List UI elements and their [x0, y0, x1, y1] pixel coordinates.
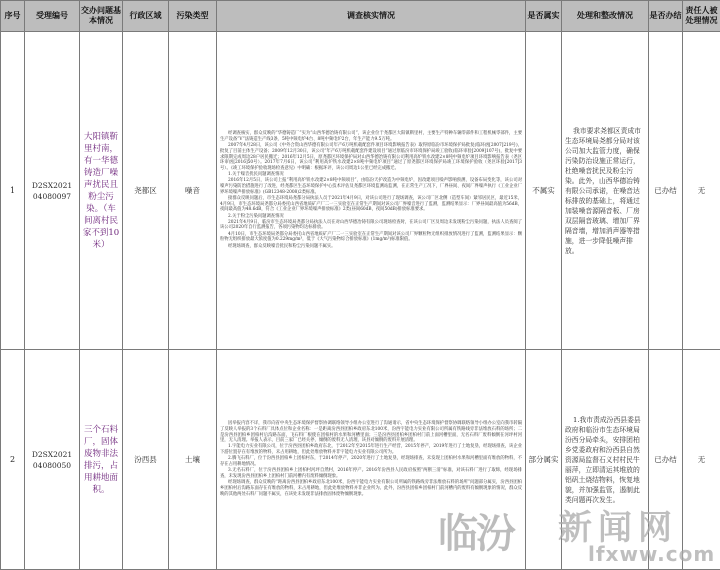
investigation-paragraph: 2021年4月9日，临汾市生态环境局尧都分局执法人员在对山西华德冶铸有限公司现场检查时，在该公司厂区及周边未发现粉尘污染问题，执法人员查阅了该公司2020年自行监测报告，各项污染物均达标排放。 — [220, 219, 522, 231]
investigation-paragraph: 2.腾飞石料厂，位于汾西县团柏乡上团柏村东，于2014年停产，2020年进行了土地复垦，经现场排查，未发现上团柏村水果和河槽里面有堆放的物料，不存在占用耕地情况。 — [220, 456, 522, 468]
investigation-paragraph: 4月10日，市生态环境局尧都分局委托山西省地质矿产厂二一三实验室在正常生产期间对该公司厂界颗粒物无组织排放情况进行了监测，监测结果显示：颗粒物无组织排放最大浓度值为0.229mg/m³，低于《大气污染物综合排放标准》(1mg/m³)标准限值。 — [220, 231, 522, 243]
row-type: 噪音 — [169, 32, 217, 350]
header-type: 污染类型 — [169, 1, 217, 32]
header-investigation: 调查核实情况 — [217, 1, 526, 32]
handling-text: 我市要求尧都区责成市生态环境局尧都分局对该公司加大监管力度，确保污染防治设施正常运行，杜绝噪音扰民及粉尘污染。此外，山西华德冶铸有限公司承诺，在噪音达标排放的基础上，将通过加装噪音源隔音板、厂房双层隔音玻璃、增加厂界隔音墙，增加消声器等措施，进一步降低噪声排放。 — [565, 126, 641, 255]
row-handling — [562, 350, 649, 570]
table-row — [1, 32, 720, 350]
header-issue: 交办问题基本情况 — [80, 1, 123, 32]
row-issue: 三个石料厂，固体废物非法排污，占用耕地面积。 — [80, 350, 123, 570]
row-type: 土壤 — [169, 350, 217, 570]
investigation-paragraph: 接群众反映问题后，市生态环境局尧都分局执法人员于2021年4月9日，对该公司进行了现场调查，该公司厂区北侧（造型车间）紧邻居民区，最近15米，4月9日，市生态环境局尧都分局委托山西省地质矿产厂二一三实验室在正常生产期间对该公司厂界噪音进行了监测，监测结果显示：厂界昼间最高值为56dB，夜间最高值为48.6dB，符合《工业企业厂界环境噪声排放标准》2类(昼间60dB，夜间50dB)排放标准要求。 — [220, 195, 522, 213]
watermark-site-name: 新闻网 — [558, 508, 678, 548]
investigation-paragraph: 经调查核实，群众反映的“华德铸造厂”实为“山西华德冶铸有限公司”，该企业位于尧都区大阳镇靳里村，主要生产特种车辆零部件和工程机械零部件，主要生产设备“V”法铸造生产线3条、5吨中频电炉4台、8吨中频电炉2台，年生产能力9.5万吨。 — [220, 131, 522, 142]
header-row — [1, 1, 720, 32]
row-seq: 2 — [1, 350, 25, 570]
investigation-paragraph: 因举报内容不详，我市向省中央生态环境保护督察协调联络领导小组办公室进行了沟通请示，省中央生态环境保护督察协调联络领导小组办公室向我市转隔了反映人举报的3个石料厂具体点位和企业名称：一是距离汾西县团柏乡政府东北100米，汾西宇能电力实业有限公司所属有铁路线旁非法堆放石料的场所；二是汾西县团柏乡团柏村后沟路东面，飞石料厂根使在团柏村的水果和河槽里面；三是汾西县团柏乡团柏村门前上面河槽里面，无名石料厂废料倾倒在河坪村河里，无人清理。举报人表示，目前三家厂已经关停，倾倒的废料无人清理，该县对倾倒的废料开展清理。 — [220, 421, 522, 444]
investigation-paragraph: 3.无名石料厂，位于汾西县团柏乡上团柏村河坪自然村，2016年停产。2016年汾西县人民政府按照“两断三清”标准，对该石料厂进行了取缔，经现场排查，未发现汾西县团柏乡上团柏村门前河槽内有废料倾倒现象。 — [220, 468, 522, 479]
row-is-true: 不属实 — [526, 32, 562, 350]
header-done: 是否办结 — [649, 1, 683, 32]
row-district: 尧都区 — [123, 32, 169, 350]
row-investigation — [217, 350, 526, 570]
header-code: 受理编号 — [25, 1, 80, 32]
header-is-true: 是否属实 — [526, 1, 562, 32]
investigation-paragraph: 1.宇能电力实业有限公司，位于汾西县团柏乡政府东北，于2012年至2015年进行生产经营，2015年停产，2019年进行了土地复垦，经现场排查，该企业下游位置存在有堆放的物料，未占用耕地，但此处堆放物料并非宇能电力实业有限公司所为。 — [220, 444, 522, 456]
investigation-paragraph: 2016年12月5日，该公司上报“利用高炉铁水改建2×8吨中频项目”，由临汾天护改造为中频电炉，因改建项目噪声影响预测，设备布局变化等，该公司对噪声污染防治措施进行了改进，经尧都区生态环境保护中心技术评估及尧都区环境监测站监测，在正常生产工况下，厂界昼间、夜间厂界噪声执行《工业企业厂界环境噪声排放标准》(GB12348-2008)2类标准。 — [220, 178, 522, 195]
row-code: D2SX2021 04080050 — [25, 350, 80, 570]
row-issue: 大阳镇靳里村南，有一华德铸造厂噪声扰民且粉尘污染。（车间离村民家不到10米） — [80, 32, 123, 350]
row-investigation — [217, 32, 526, 350]
watermark-logo: 临汾 — [438, 511, 514, 557]
row-accountability: 无 — [683, 32, 720, 350]
row-accountability: 无 — [683, 350, 720, 570]
row-seq: 1 — [1, 32, 25, 350]
header-district: 行政区域 — [123, 1, 169, 32]
investigation-paragraph: 1.关于噪音扰民问题调查情况 — [228, 172, 284, 178]
watermark-url: lfxww.com — [588, 542, 716, 566]
handling-text: 1.我市责成汾西县委县政府和临汾市生态环境局汾西分局牵头，安排团柏乡党委政府和汾西县自然资源局监督石义村村民牛丽萍，立即清运其堆放的铝矾土烧结物料，恢复地貌，并加强监管，遏制此类问题再次发生。 — [565, 415, 641, 504]
investigation-paragraph: 2007年4月28日，该公司《中外合资山西华德有限公司年产6万吨机载配套件项目环境影响报告表》取得原临汾市环境保护局批复(临环函[2007]219号)，批复了目前主体生产设备；2009年12月30日，该公司“年产6万吨机载配套件建设项目”通过原临汾市环境保护局竣工验收(临环审验[2009]107号)，批复中要求限期完成周边28户居民搬迁；2016年12月5日，原尧都区环境保护局对山西华德冶铸有限公司利用高炉铁水改建2×8吨中频电炉项目环境影响报告表（尧区环审函[2016]50号）。2017年7月6日，该公司“利用高炉铁水改建2×8吨中频电炉项目”通过了原尧都区环境保护局竣工环境保护验收（尧区环验[2017]3号）。《竣工环境保护验收现场检查意见》中明确：根据环评，该公司周边1公里已经完成搬迁。 — [220, 143, 522, 171]
header-seq: 序号 — [1, 1, 25, 32]
row-code: D2SX2021 04080097 — [25, 32, 80, 350]
investigation-paragraph: 2.关于粉尘污染问题调查情况 — [228, 213, 284, 219]
investigation-paragraph: 经现场调查，群众反映噪音扰民和粉尘污染问题不属实。 — [228, 243, 336, 249]
table-row — [1, 350, 720, 570]
row-is-true: 部分属实 — [526, 350, 562, 570]
row-done: 已办结 — [649, 32, 683, 350]
header-accountability: 责任人被处理情况 — [683, 1, 720, 32]
header-handling: 处理和整改情况 — [562, 1, 649, 32]
row-district: 汾西县 — [123, 350, 169, 570]
row-handling — [562, 32, 649, 350]
investigation-paragraph: 经现场调查，群众反映的“距离汾西县团柏乡政府东北100米，汾西宇能电力实业有限公司所属的铁路线旁非法堆放石料的场所”问题部分属实，汾西县团柏乡团柏村后沟路东面存在有堆放的物料，未占用耕地，但此处堆放物料并非企业所为。此外，汾西县团柏乡团柏村门前河槽内的废料有倾倒现象的情况，群众反映的其他两处石料厂问题不属实，在该处未发现非法排放固体废物倾倒现象。 — [220, 480, 522, 497]
row-done: 已办结 — [649, 350, 683, 570]
